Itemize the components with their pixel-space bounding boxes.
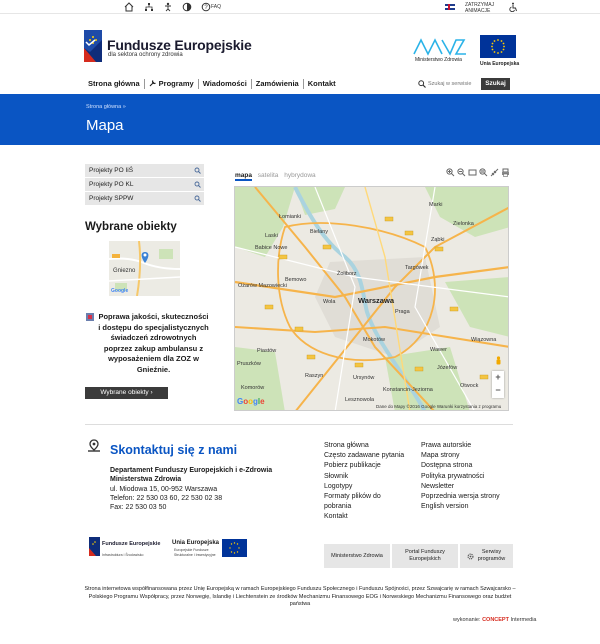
zoom-in-icon[interactable]	[446, 168, 455, 177]
fe-small-logo-title: Fundusze Europejskie	[102, 541, 161, 547]
ministry-of-health-button[interactable]	[324, 544, 390, 568]
contact-department: Departament Funduszy Europejskich i e-Zdrowia Ministerstwa Zdrowia	[110, 467, 273, 483]
brand-title[interactable]: Fundusze Europejskie	[107, 37, 252, 53]
footer-link[interactable]: Strona główna	[324, 442, 369, 449]
portal-button-label: Portal Funduszy Europejskich	[405, 549, 445, 562]
map-place-label: Komorów	[241, 385, 265, 391]
main-navigation	[84, 76, 340, 92]
selected-objects-button[interactable]: Wybrane obiekty ›	[85, 387, 168, 399]
interactive-map[interactable]	[234, 186, 509, 411]
made-by	[453, 617, 536, 623]
map-place-label: Konstancin-Jeziorna	[383, 387, 433, 393]
selected-objects-heading: Wybrane obiekty	[85, 221, 177, 233]
map-place-label: Mokotów	[363, 337, 386, 343]
fundusze-europejskie-logo-icon[interactable]	[84, 30, 102, 62]
project-filter-po-iis[interactable]	[85, 164, 204, 177]
map-place-label: Laski	[265, 233, 278, 239]
ministry-of-health-logo-icon[interactable]	[412, 34, 468, 58]
footer-links-col1	[324, 441, 409, 523]
selected-objects-button-label: Wybrane obiekty	[100, 389, 149, 396]
footer-link[interactable]: Kontakt	[324, 513, 348, 521]
search-button[interactable]: Szukaj	[481, 78, 510, 90]
map-city-label: Warszawa	[358, 296, 394, 305]
footer-link[interactable]: Słownik	[324, 472, 349, 480]
tab-map[interactable]: mapa	[235, 172, 252, 179]
footer-link[interactable]: Pobierz publikacje	[324, 462, 381, 470]
made-by-suffix[interactable]: Intermedia	[510, 617, 537, 623]
footer-link[interactable]: Mapa strony	[421, 452, 460, 460]
footer-link[interactable]: Formaty plików do pobrania	[324, 493, 381, 511]
svg-text:?: ?	[204, 5, 208, 11]
footer-link[interactable]: English version	[421, 503, 469, 511]
page-title: Mapa	[86, 117, 124, 134]
magnifier-icon	[194, 181, 201, 188]
map-zoom-control	[492, 371, 504, 398]
map-place-label: Praga	[395, 309, 410, 315]
faq-icon[interactable]	[201, 2, 211, 12]
magnifier-icon	[194, 195, 201, 202]
contact-heading: Skontaktuj się z nami	[110, 443, 238, 457]
funding-statement: Strona internetowa współfinansowana przez Unię Europejską w ramach Europejskiego Funduszu Społecznego i Funduszu Spójności, przez Szwajcarię w ramach Szwajcarsko – Polskiego Programu Współpracy, przez Norwegię, Islandię i Liechtenstein ze środków Mechanizmu Finansowego EOG i Norweskiego Mechanizmu Finansowego oraz budżet państwa	[84, 586, 516, 607]
map-place-label: Ząbki	[431, 237, 445, 243]
location-pin-icon	[87, 439, 101, 453]
eu-label: Unia Europejska	[480, 61, 520, 67]
map-place-label: Ursynów	[353, 375, 375, 381]
footer-links-col2	[421, 441, 516, 512]
map-place-label: Bielany	[310, 229, 329, 235]
contact-fax: Fax: 22 530 03 50	[110, 504, 167, 511]
print-icon[interactable]	[501, 168, 510, 177]
project-filter-label: Projekty PO IiŚ	[89, 167, 134, 174]
map-place-label: Wiązowna	[471, 337, 497, 343]
footer-link[interactable]: Newsletter	[421, 482, 455, 490]
made-by-prefix: wykonanie:	[453, 617, 481, 623]
contact-address: ul. Miodowa 15, 00-952 Warszawa	[110, 486, 218, 493]
ministry-button-label: Ministerstwo Zdrowia	[331, 552, 383, 559]
map-place-label: Babice Nowe	[255, 245, 288, 251]
concept-link[interactable]: CONCEPT	[482, 617, 509, 623]
fit-bounds-icon[interactable]	[468, 168, 477, 177]
map-attribution[interactable]: Dane do Mapy ©2016 Google Warunki korzystania z programu	[376, 404, 502, 409]
wheelchair-icon[interactable]	[508, 2, 518, 12]
footer-link[interactable]: Często zadawane pytania	[324, 452, 405, 460]
contact-phone: Telefon: 22 530 03 60, 22 530 02 38	[110, 495, 223, 502]
map-place-label: Marki	[429, 202, 443, 208]
program-sites-button[interactable]	[460, 544, 513, 568]
project-marker-icon	[86, 313, 94, 321]
map-zoom-out-button[interactable]: −	[495, 385, 501, 395]
search-input[interactable]	[428, 78, 478, 89]
mini-map[interactable]	[109, 241, 180, 296]
stop-animations-link[interactable]: ZATRZYMAJ ANIMACJE	[465, 2, 495, 14]
mini-map-city-label: Gniezno	[113, 268, 136, 274]
wrench-icon	[149, 79, 157, 87]
project-filter-label: Projekty PO KL	[89, 181, 134, 188]
sitemap-icon[interactable]	[144, 2, 154, 12]
home-icon[interactable]	[124, 2, 134, 12]
eu-funds-portal-button[interactable]	[392, 544, 458, 568]
magnifier-icon	[194, 167, 201, 174]
map-place-label: Józefów	[437, 365, 458, 371]
nav-news[interactable]: Wiadomości	[199, 79, 252, 89]
google-mini-logo-icon: Google	[111, 288, 129, 294]
map-place-label: Piastów	[257, 348, 277, 354]
footer-link[interactable]: Poprzednia wersja strony	[421, 493, 500, 501]
gear-icon	[467, 553, 474, 560]
map-place-label: Otwock	[460, 383, 479, 389]
ue-small-logo-title: Unia Europejska	[172, 540, 220, 546]
nav-contact[interactable]: Kontakt	[307, 79, 336, 88]
street-view-pegman-icon[interactable]	[495, 356, 502, 367]
top-utility-bar	[0, 0, 600, 14]
map-place-label: Żoliborz	[337, 271, 357, 277]
map-place-label: Pruszków	[237, 361, 261, 367]
contrast-icon[interactable]	[182, 2, 192, 12]
nav-programs-label: Programy	[158, 79, 194, 88]
section-divider	[85, 424, 513, 425]
faq-link[interactable]: FAQ	[211, 4, 222, 10]
zoom-out-icon[interactable]	[457, 168, 466, 177]
program-sites-label: Serwisy programów	[477, 549, 506, 562]
footer-link[interactable]: Prawa autorskie	[421, 442, 472, 449]
footer-link[interactable]: Logotypy	[324, 482, 353, 490]
nav-programs[interactable]	[145, 79, 199, 89]
eu-small-flag-icon	[222, 539, 247, 557]
google-logo-icon: Google	[237, 397, 265, 406]
tab-satellite[interactable]: satelita	[257, 172, 279, 179]
ue-small-logo-subtitle: Europejskie Fundusze Strukturalne i Inwestycyjne	[174, 548, 216, 557]
fe-small-logo-icon	[89, 537, 100, 556]
map-place-label: Raszyn	[305, 373, 324, 379]
map-type-tabs	[235, 172, 320, 179]
project-filter-sppw[interactable]	[85, 192, 204, 205]
map-place-label: Ożarów Mazowiecki	[238, 283, 287, 289]
search-icon	[418, 80, 426, 88]
zoom-area-icon[interactable]	[479, 168, 488, 177]
map-place-label: Targówek	[405, 265, 429, 271]
map-place-label: Lesznowola	[345, 397, 375, 403]
nav-tenders[interactable]: Zamówienia	[252, 79, 304, 89]
map-place-label: Wawer	[430, 347, 447, 353]
footer-link[interactable]: Dostępna strona	[421, 462, 473, 470]
brand-subtitle: dla sektora ochrony zdrowia	[108, 52, 183, 58]
footer-link[interactable]: Polityka prywatności	[421, 472, 485, 480]
nav-home[interactable]: Strona główna	[84, 79, 145, 89]
english-flag-icon[interactable]	[445, 4, 455, 10]
map-place-label: Wola	[323, 299, 336, 305]
map-zoom-in-button[interactable]: +	[495, 372, 501, 382]
project-filter-label: Projekty SPPW	[89, 195, 134, 202]
selected-project	[85, 312, 209, 375]
project-filter-po-kl[interactable]	[85, 178, 204, 191]
measure-icon[interactable]	[490, 168, 499, 177]
map-place-label: Bemowo	[285, 277, 307, 283]
map-place-label: Łomianki	[279, 214, 302, 220]
breadcrumb[interactable]: Strona główna »	[86, 104, 126, 110]
fe-small-logo-subtitle: Infrastruktura i Środowisko	[102, 553, 144, 557]
selected-project-description[interactable]: Poprawa jakości, skuteczności i dostępu do specjalistycznych świadczeń zdrowotnych poprzez zakup ambulansu z wyposażeniem dla ZOZ w Gnieźnie.	[98, 312, 209, 374]
tab-hybrid[interactable]: hybrydowa	[284, 172, 316, 179]
map-place-label: Zielonka	[453, 221, 474, 227]
eu-flag-icon[interactable]	[480, 35, 516, 58]
accessibility-icon[interactable]	[163, 2, 173, 12]
ministry-label: Ministerstwo Zdrowia	[415, 57, 462, 63]
